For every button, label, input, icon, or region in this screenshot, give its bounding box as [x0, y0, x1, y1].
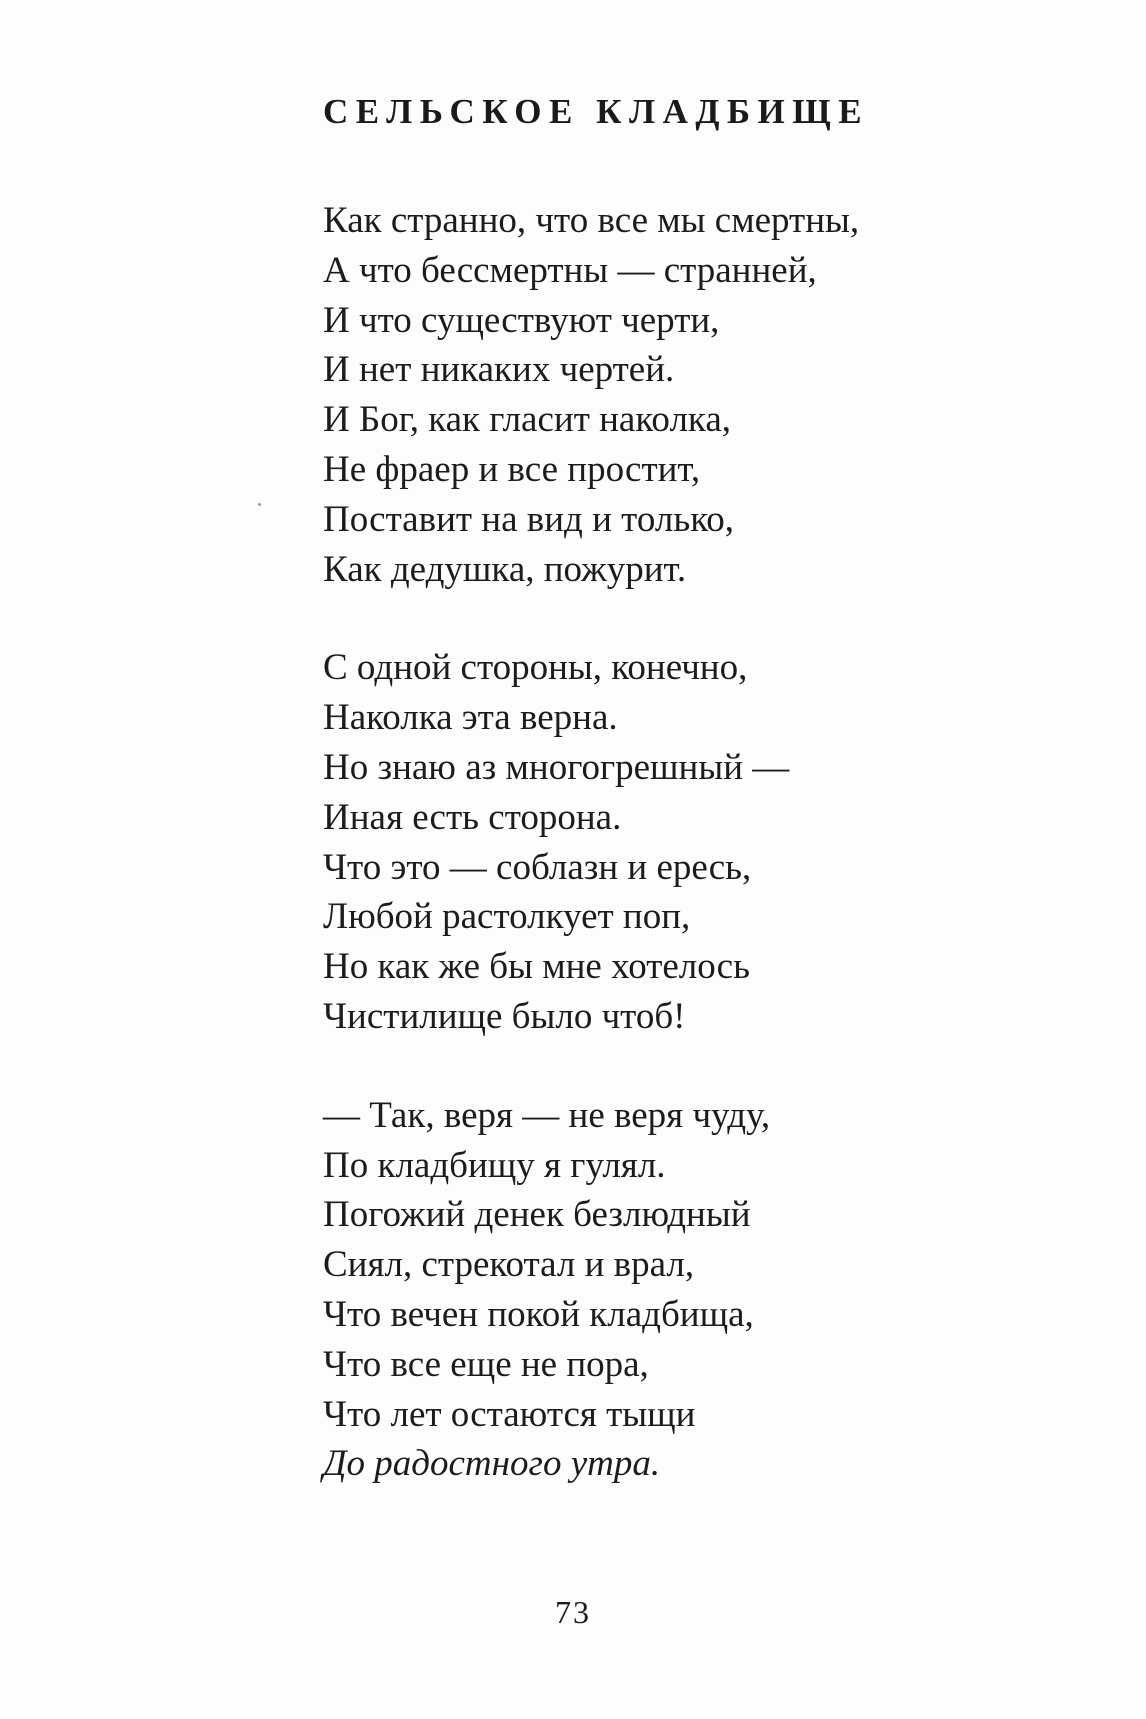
poem-line: Что лет остаются тыщи	[323, 1393, 696, 1435]
poem-line: Наколка эта верна.	[323, 697, 618, 739]
poem-line: Что все еще не пора,	[323, 1343, 649, 1385]
poem-body	[323, 196, 1083, 1538]
poem-line: Но знаю аз многогрешный —	[323, 746, 790, 788]
poem-line: Любой растолкует поп,	[323, 896, 691, 938]
poem-line: И Бог, как гласит наколка,	[323, 399, 731, 441]
poem-line: По кладбищу я гулял.	[323, 1144, 666, 1186]
poem-line: Что это — соблазн и ересь,	[323, 846, 752, 888]
poem-title: СЕЛЬСКОЕ КЛАДБИЩЕ	[323, 92, 870, 131]
poem-line: Как странно, что все мы смертны,	[323, 200, 860, 241]
page-number: 73	[555, 1594, 591, 1630]
poem-line: И нет никаких чертей.	[323, 349, 675, 391]
poem-line: Погожий денек безлюдный	[323, 1194, 751, 1236]
poem-line: Поставит на вид и только,	[323, 498, 735, 540]
poem-line: Как дедушка, пожурит.	[323, 548, 687, 590]
stanza-1	[323, 196, 1083, 594]
poem-line-italic: До радостного утра.	[323, 1443, 661, 1485]
poem-line: — Так, веря — не веря чуду,	[323, 1094, 771, 1136]
poem-line: Не фраер и все простит,	[323, 448, 701, 490]
poem-line: Иная есть сторона.	[323, 796, 622, 838]
poem-line: А что бессмертны — странней,	[323, 249, 817, 291]
poem-line: И что существуют черти,	[323, 299, 720, 341]
poem-line: Что вечен покой кладбища,	[323, 1293, 754, 1335]
poem-line: Но как же бы мне хотелось	[323, 946, 750, 988]
poem-line: Сиял, стрекотал и врал,	[323, 1244, 695, 1286]
stanza-3	[323, 1091, 1083, 1489]
paper-speck	[258, 503, 261, 506]
poem-line: С одной стороны, конечно,	[323, 647, 748, 689]
poem-line: Чистилище было чтоб!	[323, 995, 686, 1037]
stanza-2	[323, 643, 1083, 1041]
